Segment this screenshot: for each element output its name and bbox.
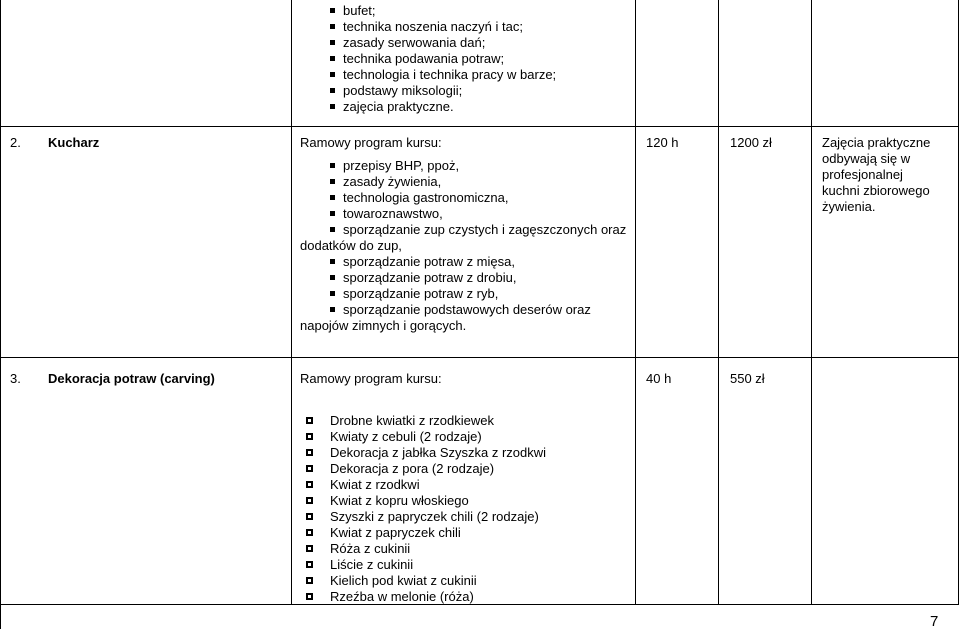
row2-list-b-continuation: napojów zimnych i gorących. bbox=[300, 318, 467, 333]
notes-line: profesjonalnej bbox=[822, 167, 903, 182]
row2-hours: 120 h bbox=[646, 135, 679, 150]
notes-line: Zajęcia praktyczne bbox=[822, 135, 931, 150]
row2-program-label: Ramowy program kursu: bbox=[300, 135, 442, 150]
table-border-col4 bbox=[811, 0, 812, 604]
row2-list-a-continuation: dodatków do zup, bbox=[300, 238, 402, 253]
list-item: zasady serwowania dań; bbox=[328, 35, 556, 51]
row2-course-title: Kucharz bbox=[48, 135, 100, 150]
list-item: Dekoracja z jabłka Szyszka z rzodkwi bbox=[300, 445, 546, 461]
list-item: Drobne kwiatki z rzodkiewek bbox=[300, 413, 546, 429]
row-divider-1 bbox=[0, 126, 959, 127]
list-item: sporządzanie potraw z ryb, bbox=[328, 286, 630, 302]
row1-topic-list bbox=[328, 3, 556, 115]
table-border-col1 bbox=[291, 0, 292, 604]
list-item: Kwiaty z cebuli (2 rodzaje) bbox=[300, 429, 546, 445]
list-item: Kielich pod kwiat z cukinii bbox=[300, 573, 546, 589]
list-item: technologia i technika pracy w barze; bbox=[328, 67, 556, 83]
list-item: sporządzanie podstawowych deserów oraz bbox=[328, 302, 630, 318]
row2-number: 2. bbox=[10, 135, 21, 150]
row2-price: 1200 zł bbox=[730, 135, 772, 150]
bullet-icon bbox=[306, 561, 313, 568]
row3-number: 3. bbox=[10, 371, 21, 386]
list-item: Kwiat z rzodkwi bbox=[300, 477, 546, 493]
row3-topic-list bbox=[300, 413, 546, 605]
bullet-icon bbox=[306, 577, 313, 584]
row3-course-title: Dekoracja potraw (carving) bbox=[48, 371, 215, 386]
list-item: przepisy BHP, ppoż, bbox=[328, 158, 630, 174]
list-item: sporządzanie potraw z mięsa, bbox=[328, 254, 630, 270]
list-item: bufet; bbox=[328, 3, 556, 19]
list-item: technologia gastronomiczna, bbox=[328, 190, 630, 206]
list-item: Kwiat z kopru włoskiego bbox=[300, 493, 546, 509]
row3-price: 550 zł bbox=[730, 371, 765, 386]
row2-topic-list-b bbox=[300, 254, 630, 318]
bullet-icon bbox=[306, 481, 313, 488]
list-item: sporządzanie zup czystych i zagęszczonych oraz bbox=[328, 222, 630, 238]
row1-program-cell bbox=[328, 3, 556, 115]
list-item: zasady żywienia, bbox=[328, 174, 630, 190]
list-item: Szyszki z papryczek chili (2 rodzaje) bbox=[300, 509, 546, 525]
page-number: 7 bbox=[930, 613, 939, 629]
bullet-icon bbox=[306, 449, 313, 456]
row3-hours: 40 h bbox=[646, 371, 672, 386]
table-border-col2 bbox=[635, 0, 636, 604]
list-item: towaroznawstwo, bbox=[328, 206, 630, 222]
list-item: Liście z cukinii bbox=[300, 557, 546, 573]
notes-line: żywienia. bbox=[822, 199, 876, 214]
bullet-icon bbox=[306, 545, 313, 552]
table-border-right bbox=[958, 0, 959, 604]
bullet-icon bbox=[306, 497, 313, 504]
list-item: Rzeźba w melonie (róża) bbox=[300, 589, 546, 605]
table-border-left bbox=[0, 0, 1, 629]
list-item: Róża z cukinii bbox=[300, 541, 546, 557]
list-item: zajęcia praktyczne. bbox=[328, 99, 556, 115]
notes-line: kuchni zbiorowego bbox=[822, 183, 930, 198]
row2-program-cell bbox=[300, 158, 630, 334]
list-item: podstawy miksologii; bbox=[328, 83, 556, 99]
table-border-col3 bbox=[718, 0, 719, 604]
bullet-icon bbox=[306, 513, 313, 520]
list-item: technika podawania potraw; bbox=[328, 51, 556, 67]
notes-line: odbywają się w bbox=[822, 151, 911, 166]
row2-notes bbox=[822, 135, 954, 215]
row3-program-label: Ramowy program kursu: bbox=[300, 371, 442, 386]
bullet-icon bbox=[306, 433, 313, 440]
row3-program-cell bbox=[300, 413, 546, 605]
list-item: Kwiat z papryczek chili bbox=[300, 525, 546, 541]
bullet-icon bbox=[306, 529, 313, 536]
list-item: Dekoracja z pora (2 rodzaje) bbox=[300, 461, 546, 477]
row-divider-2 bbox=[0, 357, 959, 358]
row2-topic-list-a bbox=[300, 158, 630, 238]
bullet-icon bbox=[306, 465, 313, 472]
list-item: sporządzanie potraw z drobiu, bbox=[328, 270, 630, 286]
bullet-icon bbox=[306, 417, 313, 424]
bullet-icon bbox=[306, 593, 313, 600]
list-item: technika noszenia naczyń i tac; bbox=[328, 19, 556, 35]
